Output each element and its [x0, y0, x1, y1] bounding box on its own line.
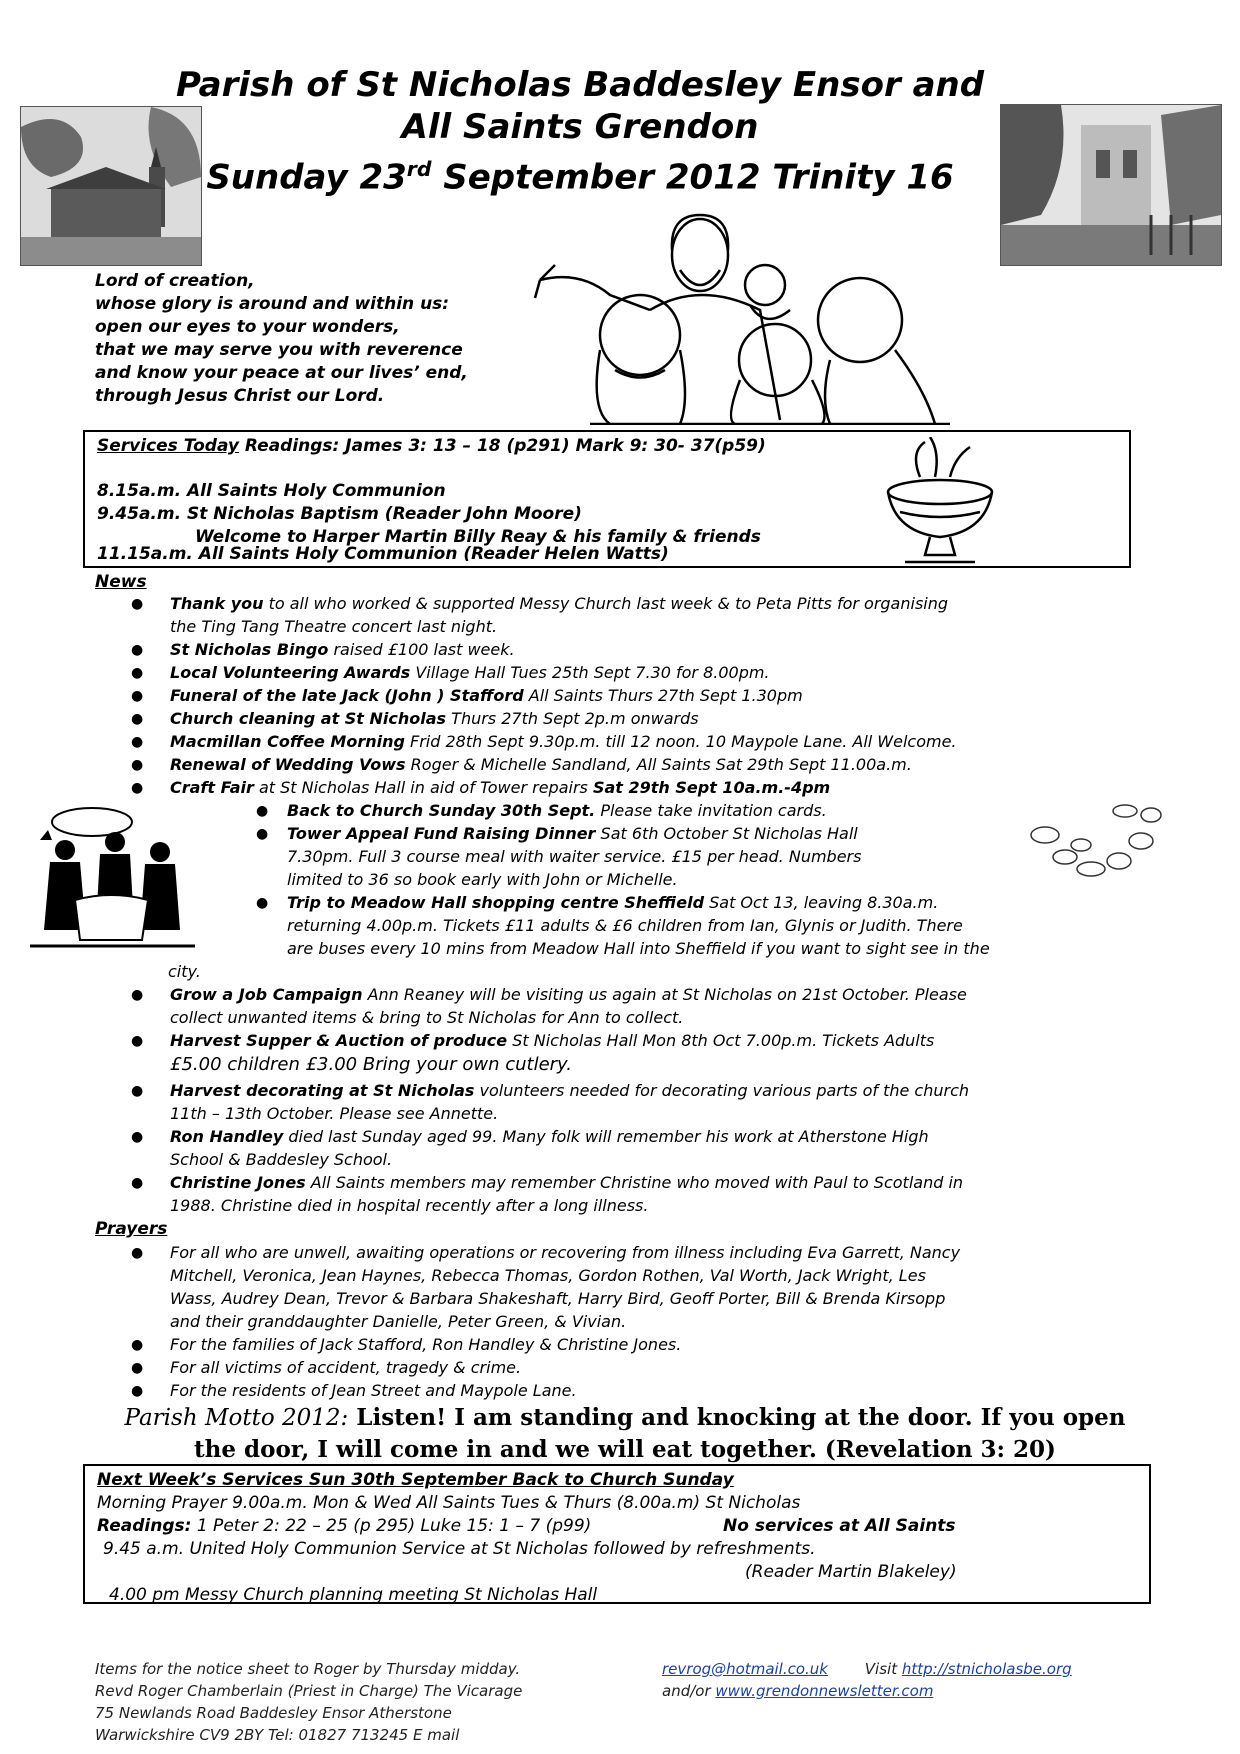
news-item: Craft Fair at St Nicholas Hall in aid of Tower repairs Sat 29th Sept 10a.m.-4pm: [170, 778, 831, 797]
motto-label: Parish Motto 2012:: [124, 1405, 349, 1431]
necklace-illustration: [1025, 795, 1165, 885]
bullet: ●: [131, 711, 144, 727]
news-item: Church cleaning at St Nicholas Thurs 27th Sept 2p.m onwards: [170, 709, 699, 728]
service-line: 8.15a.m. All Saints Holy Communion: [97, 481, 446, 501]
baptism-font-illustration: [880, 437, 1000, 567]
next-week-readings: Readings: 1 Peter 2: 22 – 25 (p 295) Luke 15: 1 – 7 (p99): [97, 1516, 592, 1536]
footer-line: Items for the notice sheet to Roger by Thursday midday.: [95, 1660, 521, 1678]
news-item: Local Volunteering Awards Village Hall Tues 25th Sept 7.30 for 8.00pm.: [170, 663, 770, 682]
next-week-services-box: [83, 1464, 1151, 1604]
bullet: ●: [131, 987, 144, 1003]
collect-prayer: [95, 270, 565, 408]
news-sub-item: Back to Church Sunday 30th Sept. Please take invitation cards.: [287, 801, 827, 820]
news-item-cont: returning 4.00p.m. Tickets £11 adults & £6 children from Ian, Glynis or Judith. There: [287, 916, 963, 935]
news-heading: News: [95, 572, 147, 592]
prayer-item: For the residents of Jean Street and Maypole Lane.: [170, 1381, 577, 1400]
and-or-label: and/or: [662, 1682, 711, 1700]
news-sub-item: Trip to Meadow Hall shopping centre Sheffield Sat Oct 13, leaving 8.30a.m.: [287, 893, 939, 912]
footer-site-row: [662, 1682, 933, 1700]
collect-line: through Jesus Christ our Lord.: [95, 386, 385, 406]
bullet: ●: [131, 1033, 144, 1049]
bullet: ●: [131, 734, 144, 750]
news-item: Thank you to all who worked & supported Messy Church last week & to Peta Pitts for organising: [170, 594, 949, 613]
next-week-heading: Next Week’s Services Sun 30th September Back to Church Sunday: [97, 1470, 734, 1490]
services-readings: Readings: James 3: 13 – 18 (p291) Mark 9: 30- 37(p59): [244, 436, 766, 456]
service-line: 9.45a.m. St Nicholas Baptism (Reader John Moore): [97, 504, 582, 524]
no-services-note: No services at All Saints: [723, 1516, 956, 1536]
news-item-cont: School & Baddesley School.: [170, 1150, 393, 1169]
footer-contact-row: [662, 1660, 1072, 1678]
all-saints-church-photo: [1000, 104, 1222, 266]
title-line: Parish of St Nicholas Baddesley Ensor and: [175, 65, 985, 105]
services-heading-row: [97, 436, 766, 456]
news-item: Grow a Job Campaign Ann Reaney will be visiting us again at St Nicholas on 21st October. Please: [170, 985, 967, 1004]
bullet: ●: [131, 1245, 144, 1261]
prayers-heading: Prayers: [95, 1219, 168, 1239]
news-item: Harvest Supper & Auction of produce St Nicholas Hall Mon 8th Oct 7.00p.m. Tickets Adults: [170, 1031, 935, 1050]
bullet: ●: [256, 826, 269, 842]
news-item-cont: 11th – 13th October. Please see Annette.: [170, 1104, 499, 1123]
footer-line: 75 Newlands Road Baddesley Ensor Atherstone: [95, 1704, 452, 1722]
title-line: All Saints Grendon: [401, 107, 759, 147]
newsletter-link[interactable]: www.grendonnewsletter.com: [715, 1682, 934, 1700]
news-item-cont: £5.00 children £3.00 Bring your own cutlery.: [170, 1054, 573, 1075]
bullet: ●: [131, 780, 144, 796]
bullet: ●: [131, 1337, 144, 1353]
prayer-item: For all who are unwell, awaiting operations or recovering from illness including Eva Garrett, Nancy: [170, 1243, 961, 1262]
news-item: St Nicholas Bingo raised £100 last week.: [170, 640, 515, 659]
bullet: ●: [131, 1175, 144, 1191]
bullet: ●: [131, 1129, 144, 1145]
prayer-item: For all victims of accident, tragedy & crime.: [170, 1358, 522, 1377]
service-line: 11.15a.m. All Saints Holy Communion (Reader Helen Watts): [97, 544, 669, 564]
news-item: Renewal of Wedding Vows Roger & Michelle Sandland, All Saints Sat 29th Sept 11.00a.m.: [170, 755, 912, 774]
bullet: ●: [131, 1083, 144, 1099]
parish-motto: [95, 1402, 1155, 1466]
dinner-party-illustration: [30, 800, 195, 950]
collect-line: that we may serve you with reverence: [95, 340, 463, 360]
bullet: ●: [131, 665, 144, 681]
bullet: ●: [256, 803, 269, 819]
prayer-item-cont: Mitchell, Veronica, Jean Haynes, Rebecca Thomas, Gordon Rothen, Val Worth, Jack Wright, Les: [170, 1266, 926, 1285]
website-link[interactable]: http://stnicholasbe.org: [901, 1660, 1072, 1678]
bullet: ●: [131, 688, 144, 704]
next-week-line: 9.45 a.m. United Holy Communion Service at St Nicholas followed by refreshments.: [103, 1539, 816, 1559]
next-week-line: 4.00 pm Messy Church planning meeting St Nicholas Hall: [109, 1585, 598, 1605]
collect-line: whose glory is around and within us:: [95, 294, 450, 314]
news-item: Funeral of the late Jack (John ) Stafford All Saints Thurs 27th Sept 1.30pm: [170, 686, 803, 705]
footer-line: Warwickshire CV9 2BY Tel: 01827 713245 E mail: [95, 1726, 460, 1744]
motto-text: Listen! I am standing and knocking at the door. If you open: [348, 1404, 1126, 1431]
collect-line: Lord of creation,: [95, 271, 255, 291]
footer-line: Revd Roger Chamberlain (Priest in Charge) The Vicarage: [95, 1682, 523, 1700]
news-item-cont: the Ting Tang Theatre concert last night.: [170, 617, 498, 636]
bullet: ●: [131, 642, 144, 658]
bullet: ●: [131, 1383, 144, 1399]
visit-label: Visit: [864, 1660, 898, 1678]
collect-line: open our eyes to your wonders,: [95, 317, 400, 337]
email-link[interactable]: revrog@hotmail.co.uk: [662, 1660, 828, 1678]
bullet: ●: [131, 1360, 144, 1376]
prayer-item-cont: Wass, Audrey Dean, Trevor & Barbara Shakeshaft, Harry Bird, Geoff Porter, Bill & Brenda Kirsopp: [170, 1289, 946, 1308]
service-welcome-line: Welcome to Harper Martin Billy Reay & his family & friends: [195, 527, 761, 547]
news-item-cont: city.: [168, 962, 201, 981]
collect-line: and know your peace at our lives’ end,: [95, 363, 468, 383]
services-heading: Services Today: [97, 436, 239, 456]
news-item: Ron Handley died last Sunday aged 99. Many folk will remember his work at Atherstone High: [170, 1127, 929, 1146]
next-week-line: Morning Prayer 9.00a.m. Mon & Wed All Saints Tues & Thurs (8.00a.m) St Nicholas: [97, 1493, 801, 1513]
news-item-cont: collect unwanted items & bring to St Nicholas for Ann to collect.: [170, 1008, 684, 1027]
bullet: ●: [131, 757, 144, 773]
news-item-cont: are buses every 10 mins from Meadow Hall into Sheffield if you want to sight see in the: [287, 939, 990, 958]
news-item: Macmillan Coffee Morning Frid 28th Sept 9.30p.m. till 12 noon. 10 Maypole Lane. All Welcome.: [170, 732, 957, 751]
news-sub-item: Tower Appeal Fund Raising Dinner Sat 6th October St Nicholas Hall: [287, 824, 858, 843]
page-title: [170, 64, 990, 198]
bullet: ●: [131, 596, 144, 612]
title-line: Sunday 23rd September 2012 Trinity 16: [206, 157, 954, 198]
prayer-item-cont: and their granddaughter Danielle, Peter Green, & Vivian.: [170, 1312, 627, 1331]
news-item: Harvest decorating at St Nicholas volunteers needed for decorating various parts of the church: [170, 1081, 970, 1100]
news-item: Christine Jones All Saints members may remember Christine who moved with Paul to Scotland in: [170, 1173, 964, 1192]
st-nicholas-church-photo: [20, 106, 202, 266]
bullet: ●: [256, 895, 269, 911]
news-item-cont: 7.30pm. Full 3 course meal with waiter service. £15 per head. Numbers: [287, 847, 862, 866]
news-item-cont: 1988. Christine died in hospital recently after a long illness.: [170, 1196, 649, 1215]
jesus-with-children-illustration: [530, 210, 950, 425]
prayer-item: For the families of Jack Stafford, Ron Handley & Christine Jones.: [170, 1335, 682, 1354]
news-item-cont: limited to 36 so book early with John or Michelle.: [287, 870, 678, 889]
motto-text: the door, I will come in and we will eat together. (Revelation 3: 20): [194, 1436, 1056, 1463]
next-week-line: (Reader Martin Blakeley): [745, 1562, 957, 1582]
